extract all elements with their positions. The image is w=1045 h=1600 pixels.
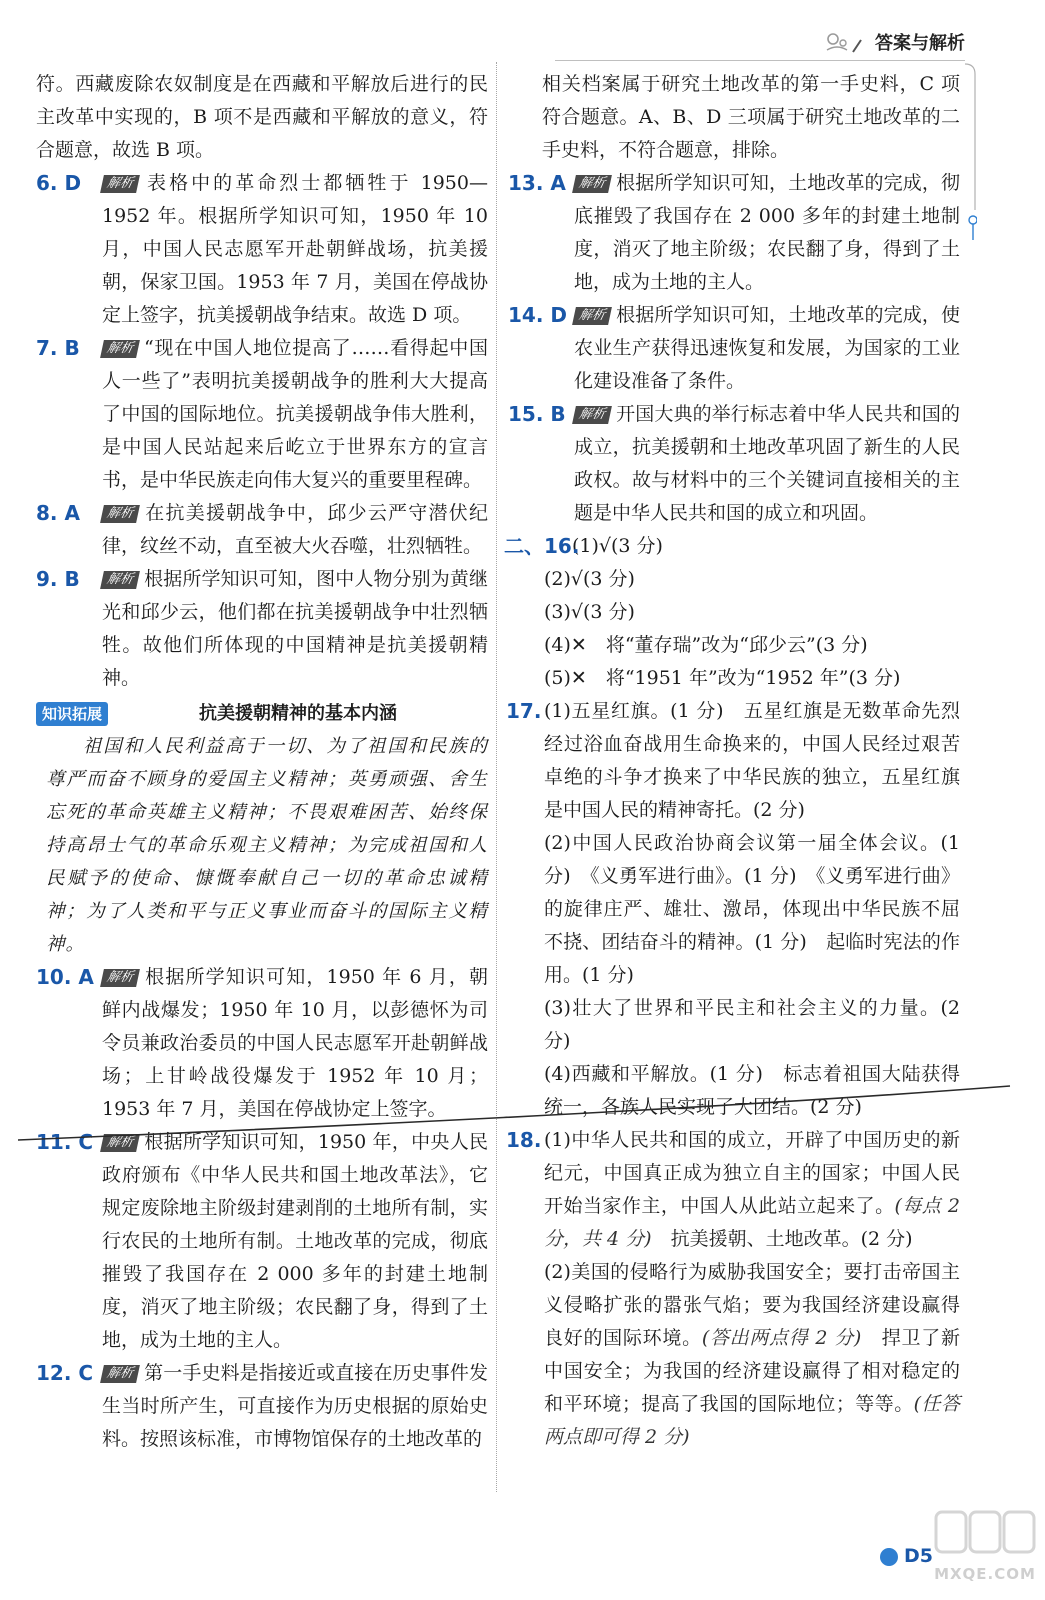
answer-number: 6. D (36, 171, 82, 195)
header-title: 答案与解析 (875, 32, 965, 54)
answer-item (36, 961, 488, 1126)
answer-text: “现在中国人地位提高了……看得起中国人一些了”表明抗美援朝战争的胜利大大提高了中国的国际地位。抗美援朝战争伟大胜利，是中国人民站起来后屹立于世界东方的宣言书，是中华民族走向伟大复兴的重要里程碑。 (102, 337, 488, 491)
q16-line: (5)✕ 将“1951 年”改为“1952 年”(3 分) (544, 667, 901, 689)
q17-part2: (2)中国人民政治协商会议第一届全体会议。(1 分) 《义勇军进行曲》。(1 分) 《义勇军进行曲》的旋律庄严、雄壮、激昂，体现出中华民族不屈不挠、团结奋斗的精神。(1 分) 起临时宪法的作用。(1 分) (544, 832, 960, 986)
analysis-tag: 解析 (572, 406, 612, 424)
answer-text: 根据所学知识可知，1950 年 6 月，朝鲜内战爆发；1950 年 10 月，以彭德怀为司令员兼政治委员的中国人民志愿军开赴朝鲜战场；上甘岭战役爆发于 1952 年 10 月；1953 年 7 月，美国在停战协定上签字。 (102, 966, 488, 1120)
q16-line: (1)√(3 分) (572, 535, 663, 557)
answer-number: 15. B (508, 402, 566, 426)
q18-part1-text: (1)中华人民共和国的成立，开辟了中国历史的新纪元，中国真正成为独立自主的国家；中国人民开始当家作主，中国人从此站立起来了。 (544, 1129, 960, 1217)
answer-text: 根据所学知识可知，1950 年，中央人民政府颁布《中华人民共和国土地改革法》，它规定废除地主阶级封建剥削的土地所有制，实行农民的土地所有制。土地改革的完成，彻底摧毁了我国存在 2 000 多年的封建土地制度，消灭了地主阶级；农民翻了身，得到了土地，成为土地的主人。 (102, 1131, 488, 1351)
q16-line: (3)√(3 分) (544, 601, 635, 623)
analysis-tag: 解析 (572, 175, 612, 193)
page-marker-icon (880, 1548, 898, 1566)
answer-text: 根据所学知识可知，图中人物分别为黄继光和邱少云，他们都在抗美援朝战争中壮烈牺牲。故他们所体现的中国精神是抗美援朝精神。 (102, 568, 488, 689)
page-number: D5 (904, 1545, 933, 1567)
answer-text: 在抗美援朝战争中，邱少云严守潜伏纪律，纹丝不动，直至被大火吞噬，壮烈牺牲。 (102, 502, 488, 557)
knowledge-extension-body: 祖国和人民利益高于一切、为了祖国和民族的尊严而奋不顾身的爱国主义精神；英勇顽强、舍生忘死的革命英雄主义精神；不畏艰难困苦、始终保持高昂士气的革命乐观主义精神；为完成祖国和人民赋予的使命、慷慨奉献自己一切的革命忠诚精神；为了人类和平与正义事业而奋斗的国际主义精神。 (46, 736, 488, 955)
left-column (36, 68, 488, 1456)
answer-number: 12. C (36, 1361, 94, 1385)
right-column (504, 68, 960, 1454)
answer-text: 开国大典的举行标志着中华人民共和国的成立，抗美援朝和土地改革巩固了新生的人民政权。故与材料中的三个关键词直接相关的主题是中华人民共和国的成立和巩固。 (574, 403, 960, 524)
q18-part2-score: (答出两点得 2 分) (701, 1327, 862, 1349)
answer-item (36, 1126, 488, 1357)
answer-text: 第一手史料是指接近或直接在历史事件发生当时所产生，可直接作为历史根据的原始史料。按照该标准，市博物馆保存的土地改革的 (102, 1362, 488, 1450)
header-rule (555, 60, 965, 61)
margin-decoration-icon (963, 60, 977, 250)
watermark-logo (930, 1500, 1040, 1595)
column-divider (496, 62, 497, 1492)
answer-number: 14. D (508, 303, 567, 327)
header-doodle-icon (823, 30, 865, 56)
q17-part3: (3)壮大了世界和平民主和社会主义的力量。(2 分) (544, 997, 960, 1052)
answer-number: 10. A (36, 965, 94, 989)
analysis-tag: 解析 (100, 1134, 140, 1152)
watermark-text: MXQE.COM (934, 1565, 1036, 1583)
analysis-tag: 解析 (100, 571, 140, 589)
answer-number: 9. B (36, 567, 80, 591)
question-18 (508, 1124, 960, 1454)
answer-item (36, 1357, 488, 1456)
answer-number: 11. C (36, 1130, 94, 1154)
answer-item (508, 398, 960, 530)
knowledge-extension-title: 抗美援朝精神的基本内涵 (199, 703, 397, 724)
page-header (823, 28, 965, 58)
answer-text: 根据所学知识可知，土地改革的完成，彻底摧毁了我国存在 2 000 多年的封建土地制度，消灭了地主阶级；农民翻了身，得到了土地，成为土地的主人。 (574, 172, 960, 293)
analysis-tag: 解析 (100, 969, 140, 987)
q17-part4: (4)西藏和平解放。(1 分) 标志着祖国大陆获得统一，各族人民实现了大团结。(2 分) (544, 1063, 960, 1118)
q18-part1 (544, 1124, 960, 1256)
answer-item (508, 299, 960, 398)
q18-part1-extra: 抗美援朝、土地改革。(2 分) (651, 1228, 913, 1250)
answer-item (36, 497, 488, 563)
answer-item (36, 167, 488, 332)
question-16 (504, 530, 960, 695)
analysis-tag: 解析 (100, 340, 140, 358)
analysis-tag: 解析 (100, 1365, 140, 1383)
q17-part1: (1)五星红旗。(1 分) 五星红旗是无数革命先烈经过浴血奋战用生命换来的，中国人民经过艰苦卓绝的斗争才换来了中华民族的独立，五星红旗是中国人民的精神寄托。(2 分) (544, 700, 960, 821)
answer-number: 13. A (508, 171, 566, 195)
question-number: 二、16. (504, 534, 580, 558)
answer-number: 7. B (36, 336, 80, 360)
q16-line: (2)√(3 分) (544, 568, 635, 590)
answer-number: 8. A (36, 501, 80, 525)
question-17 (508, 695, 960, 1124)
analysis-tag: 解析 (100, 175, 140, 193)
answer-item (36, 332, 488, 497)
analysis-tag: 解析 (572, 307, 612, 325)
q18-part2-extra: 捍卫了新中国安全；为我国的经济建设赢得了相对稳定的和平环境；提高了我国的国际地位；等等。 (544, 1327, 960, 1415)
q16-line: (4)✕ 将“董存瑞”改为“邱少云”(3 分) (544, 634, 868, 656)
left-intro-text: 符。西藏废除农奴制度是在西藏和平解放后进行的民主改革中实现的，B 项不是西藏和平解放的意义，符合题意，故选 B 项。 (36, 73, 488, 161)
answer-text: 表格中的革命烈士都牺牲于 1950—1952 年。根据所学知识可知，1950 年 10 月，中国人民志愿军开赴朝鲜战场，抗美援朝，保家卫国。1953 年 7 月，美国在停战协定上签字，抗美援朝战争结束。故选 D 项。 (102, 172, 488, 326)
q18-part1-score: (每点 2 分，共 4 分) (544, 1195, 960, 1250)
answer-item (36, 563, 488, 695)
answer-item (508, 167, 960, 299)
q18-part2-score2: (任答两点即可得 2 分) (544, 1393, 960, 1448)
question-number: 18. (506, 1128, 542, 1152)
question-number: 17. (506, 699, 542, 723)
page-footer (880, 1540, 933, 1573)
knowledge-extension-badge: 知识拓展 (36, 702, 108, 726)
analysis-tag: 解析 (100, 505, 140, 523)
q18-part2 (544, 1256, 960, 1454)
q18-part2-text: (2)美国的侵略行为威胁我国安全；要打击帝国主义侵略扩张的嚣张气焰；要为我国经济建设赢得良好的国际环境。 (544, 1261, 960, 1349)
answer-text: 根据所学知识可知，土地改革的完成，使农业生产获得迅速恢复和发展，为国家的工业化建设准备了条件。 (574, 304, 960, 392)
right-intro-text: 相关档案属于研究土地改革的第一手史料，C 项符合题意。A、B、D 三项属于研究土地改革的二手史料，不符合题意，排除。 (542, 73, 960, 161)
knowledge-extension-header (36, 697, 488, 730)
